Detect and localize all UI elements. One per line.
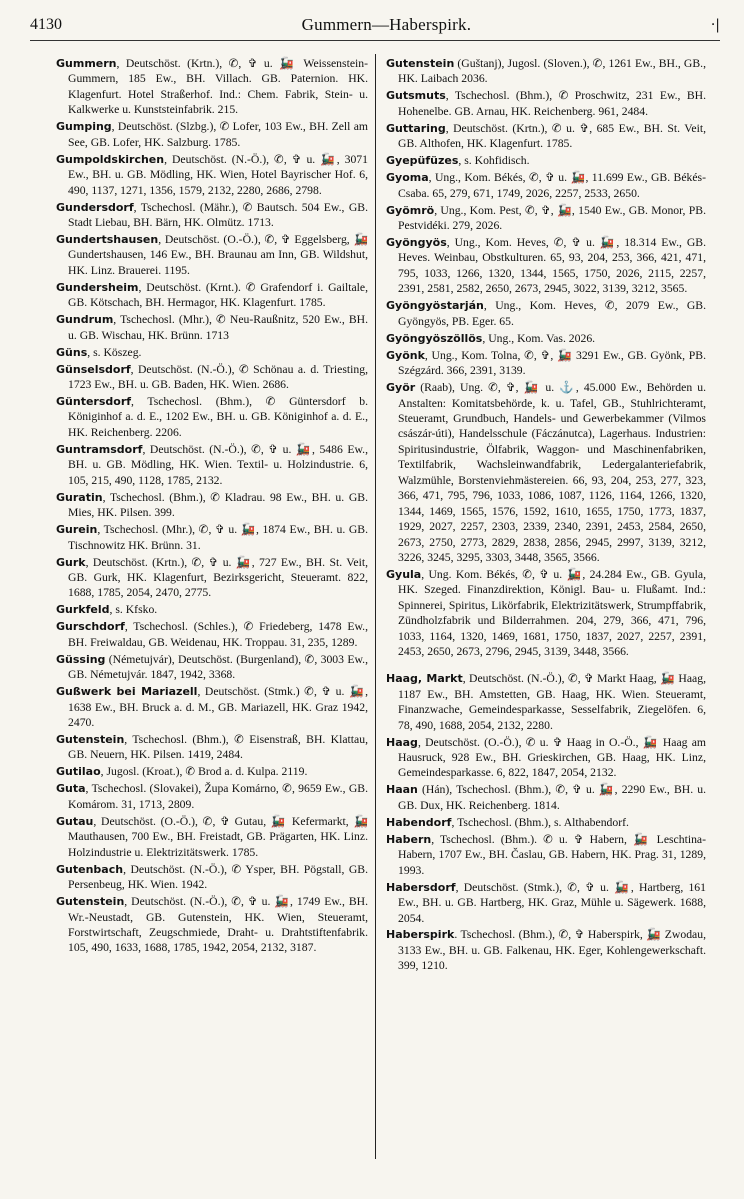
- entry-headword: Gutilao: [56, 765, 101, 779]
- entry-text: , Tschechosl. (Bhm.), s. Althabendorf.: [451, 815, 629, 829]
- gazetteer-entry: [56, 312, 368, 343]
- entry-headword: Gurschdorf: [56, 620, 125, 634]
- entry-text: , Deutschöst. (Krtn.), ✆, ✞ u. 🚂, 727 Ew., BH. St. Veit, GB. Gurk, HK. Klagenfurt, Bezirksgericht, Steueramt. 822, 1688, 1785, 2054, 2470, 2775.: [68, 555, 368, 600]
- gazetteer-entry: [56, 862, 368, 893]
- entry-text: (Németujvár), Deutschöst. (Burgenland), ✆, 3003 Ew., GB. Németujvár. 1847, 1942, 3368.: [68, 652, 368, 682]
- gazetteer-entry: [386, 735, 706, 781]
- gazetteer-entry: [56, 119, 368, 150]
- entry-headword: Gundrum: [56, 313, 114, 327]
- entry-text: , Tschechosl. (Mhr.), ✆ Neu-Raußnitz, 520 Ew., BH. u. GB. Wischau, HK. Brünn. 1713: [68, 313, 368, 342]
- entry-text: , Deutschöst. (Krtn.), ✆ u. ✞, 685 Ew., BH. St. Veit, GB. Althofen, HK. Klagenfurt. 1785.: [398, 121, 706, 151]
- entry-text: , Deutschöst. (O.-Ö.), ✆, ✞ Eggelsberg, 🚂 Gundertshausen, 146 Ew., BH. Braunau am Inn, GB. Wildshut, HK. Linz. Brauerei. 1195.: [68, 232, 368, 277]
- entry-headword: Gyepüfüzes: [386, 154, 459, 168]
- entry-text: , Tschechosl. (Schles.), ✆ Friedeberg, 1478 Ew., BH. Freiwaldau, GB. Weidenau, HK. Troppau. 31, 235, 1289.: [68, 620, 368, 649]
- entry-headword: Gutenbach: [56, 862, 124, 876]
- gazetteer-entry: [386, 88, 706, 119]
- gazetteer-entry: [56, 490, 368, 521]
- entry-headword: Habendorf: [386, 815, 452, 829]
- entry-headword: Gußwerk bei Mariazell: [56, 685, 198, 699]
- entry-headword: Gyöngyös: [386, 235, 447, 249]
- entry-headword: Guntramsdorf: [56, 442, 143, 456]
- entry-text: , Ung., Kom. Heves, ✆, 2079 Ew., GB. Gyöngyös, PB. Eger. 65.: [398, 299, 706, 328]
- entry-headword: Haan: [386, 783, 418, 797]
- entry-text: , Ung., Kom. Tolna, ✆, ✞, 🚂 3291 Ew., GB. Gyönk, PB. Szégzárd. 366, 2391, 3139.: [398, 348, 706, 378]
- gazetteer-entry: [56, 619, 368, 650]
- entry-text: , Tschechosl. (Bhm.), ✆ Eisenstraß, BH. Klattau, GB. Neuern, HK. Pilsen. 1419, 2484.: [68, 733, 368, 762]
- page-header: [30, 10, 720, 41]
- entry-text: , Deutschöst. (Krnt.). ✆ Grafendorf i. Gailtale, GB. Kötschach, BH. Hermagor, HK. Klagenfurt. 1785.: [68, 280, 368, 310]
- entry-text: , Ung., Kom. Heves, ✆, ✞ u. 🚂, 18.314 Ew., GB. Heves. Weinbau, Obstkulturen. 65, 93, 204, 253, 366, 421, 471, 795, 1033, 1266, 1320, 1344, 1565, 1750, 2026, 2115, 2257, 2391, 2581, 2582, 2650, 2673, 2945, 3022, 3139, 3212, 3565.: [398, 235, 706, 296]
- entry-text: , Deutschöst. (O.-Ö.), ✆ u. ✞ Haag in O.-Ö., 🚂 Haag am Hausruck, 928 Ew., BH. Grieskirchen, GB. Haag, HK. Linz, Gemeindesparkasse. 6, 822, 1847, 2054, 2132.: [398, 735, 706, 780]
- entry-headword: Gyömrö: [386, 203, 435, 217]
- entry-text: , Deutschöst. (N.-Ö.), ✆ Schönau a. d. Triesting, 1723 Ew., BH. u. GB. Baden, HK. Wien. 2686.: [68, 362, 368, 392]
- gazetteer-entry: [386, 927, 706, 973]
- gazetteer-entry: [56, 394, 368, 440]
- gazetteer-entry: [386, 832, 706, 878]
- entry-headword: Györ: [386, 381, 416, 395]
- gazetteer-entry: [56, 56, 368, 118]
- entry-headword: Gyula: [386, 568, 422, 581]
- entry-text: , Ung. Kom. Békés, ✆, ✞ u. 🚂, 24.284 Ew., GB. Gyula, HK. Szeged. Finanzdirektion, Königl. Bau- u. Flußamt. Ind.: Spinnerei, Spiritus, Likörfabrik, Elektrizitätswerk, Strumpffabrik, Zündholzfabrik und Bilderrahmen. 204, 279, 366, 471, 796, 1033, 1164, 1320, 1469, 1681, 1750, 1837, 2027, 2257, 2391, 2453, 2650, 2673, 2796, 2945, 3139, 3448, 3566.: [398, 568, 706, 659]
- gazetteer-entry: [56, 781, 368, 812]
- gazetteer-entry: [386, 56, 706, 87]
- page-number: 4130: [30, 16, 62, 33]
- gazetteer-entry: [386, 235, 706, 297]
- entry-headword: Guratin: [56, 490, 103, 504]
- entry-text: , Tschechosl. (Slovakei), Župa Komárno, ✆, 9659 Ew., GB. Komárom. 31, 1713, 2809.: [68, 782, 368, 811]
- gazetteer-entry: [386, 170, 706, 201]
- entry-text: (Hán), Tschechosl. (Bhm.), ✆, ✞ u. 🚂, 2290 Ew., BH. u. GB. Dux, HK. Reichenberg. 1814.: [398, 783, 706, 812]
- gazetteer-entry: [386, 782, 706, 813]
- entry-headword: Haag: [386, 735, 418, 749]
- gazetteer-entry: [386, 331, 706, 346]
- gazetteer-entry: [386, 815, 706, 830]
- entry-headword: Güssing: [56, 652, 106, 666]
- entry-text: (Raab), Ung. ✆, ✞, 🚂 u. ⚓, 45.000 Ew., Behörden u. Anstalten: Komitatsbehörde, k. u. Tafel, GB., Stuhlrichteramt, Steueramt, Grundbuch, Handels- und Gewerbekammer (Vilmos császár-úti), Handelsschule (Fáczánutca), Lagerhaus. Industrien: Spiritusindustrie, Ölfabrik, Waggon- und Maschinenfabriken, Textilfabrik, Wachsleinwandfabrik, Ledergalanteriefabrik, Walzmühle, Borstenviehmästereien. 66, 93, 204, 253, 277, 323, 366, 471, 795, 796, 1033, 1086, 1087, 1126, 1164, 1266, 1320, 1344, 1469, 1565, 1576, 1592, 1610, 1655, 1750, 1773, 1837, 1929, 2027, 2257, 2303, 2339, 2340, 2391, 2453, 2584, 2650, 2673, 2750, 2773, 2829, 2838, 2856, 2945, 2997, 3139, 3212, 3226, 3245, 3295, 3303, 3448, 3565, 3566.: [398, 381, 706, 565]
- gazetteer-entry: [56, 522, 368, 553]
- gazetteer-entry: [386, 153, 706, 168]
- entry-text: , Deutschöst. (N.-Ö.), ✆, ✞ u. 🚂, 5486 Ew., BH. u. GB. Mödling, HK. Wien. Textil- u. Holzindustrie. 6, 105, 215, 490, 1128, 1785, 2132.: [68, 442, 368, 487]
- gazetteer-entry: [56, 200, 368, 231]
- section-gap: [386, 661, 706, 671]
- gazetteer-entry: [56, 814, 368, 860]
- entry-headword: Gundertshausen: [56, 232, 159, 246]
- entry-text: , s. Kohfidisch.: [458, 154, 530, 168]
- entry-headword: Gundersdorf: [56, 200, 134, 214]
- entry-headword: Gurk: [56, 555, 86, 569]
- entry-headword: Guttaring: [386, 121, 446, 135]
- gazetteer-entry: [56, 280, 368, 311]
- entry-headword: Gyoma: [386, 171, 429, 185]
- entry-headword: Haag, Markt: [386, 672, 463, 686]
- header-mark: ·|: [710, 17, 720, 33]
- entry-headword: Gumpoldskirchen: [56, 152, 165, 166]
- entry-text: , Tschechosl. (Bhm.). ✆ u. ✞ Habern, 🚂 Leschtina-Habern, 1707 Ew., BH. Časlau, GB. Habern, HK. Prag. 31, 1289, 1993.: [398, 832, 706, 877]
- gazetteer-entry: [386, 348, 706, 379]
- entry-text: , Ung., Kom. Vas. 2026.: [482, 331, 596, 345]
- entry-text: , Deutschöst. (O.-Ö.), ✆, ✞ Gutau, 🚂 Kefermarkt, 🚂 Mauthausen, 700 Ew., BH. Freistadt, GB. Prägarten, HK. Linz. Holzindustrie u. Elektrizitätswerk. 1785.: [68, 814, 368, 859]
- gazetteer-entry: [386, 380, 706, 565]
- gazetteer-entry: [56, 894, 368, 956]
- left-column: [56, 56, 368, 1169]
- entry-headword: Gundersheim: [56, 280, 139, 294]
- gazetteer-entry: [56, 555, 368, 601]
- entry-text: , Jugosl. (Kroat.), ✆ Brod a. d. Kulpa. 2119.: [100, 765, 308, 779]
- gazetteer-entry: [56, 684, 368, 730]
- entry-text: , Deutschöst. (N.-Ö.), ✆, ✞ u. 🚂, 3071 Ew., BH. u. GB. Mödling, HK. Wien, Hotel Bayrischer Hof. 6, 490, 1137, 1271, 1356, 1579, 2132, 2280, 2686, 2798.: [68, 152, 368, 197]
- entry-headword: Haberspirk: [386, 928, 455, 942]
- gazetteer-entry: [56, 732, 368, 763]
- entry-text: , Tschechosl. (Mhr.), ✆, ✞ u. 🚂, 1874 Ew., BH. u. GB. Tischnowitz HK. Brünn. 31.: [68, 523, 368, 552]
- entry-headword: Günselsdorf: [56, 362, 131, 376]
- entry-text: , Deutschöst. (Krtn.), ✆, ✞ u. 🚂 Weissenstein-Gummern, 185 Ew., BH. Villach. GB. Paternion. HK. Klagenfurt. Hotel Straßerhof. Ind.: Chem. Fabrik, Stein- u. Kalkwerke u. Kunststeinfabrik. 215.: [68, 57, 368, 117]
- entry-text: , Ung., Kom. Békés, ✆, ✞ u. 🚂, 11.699 Ew., GB. Békés-Csaba. 65, 279, 671, 1749, 2026, 2257, 2533, 2650.: [398, 171, 706, 200]
- gazetteer-entry: [386, 203, 706, 234]
- column-divider: [375, 54, 376, 1159]
- entry-text: , Deutschöst. (Stmk.) ✆, ✞ u. 🚂, 1638 Ew., BH. Bruck a. d. M., GB. Mariazell, HK. Graz 1942, 2470.: [68, 685, 368, 730]
- entry-headword: Gyönk: [386, 348, 425, 362]
- entry-text: , Tschechosl. (Bhm.), ✆ Kladrau. 98 Ew., BH. u. GB. Mies, HK. Pilsen. 399.: [68, 490, 368, 520]
- gazetteer-entry: [56, 602, 368, 617]
- entry-text: , s. Köszeg.: [87, 345, 142, 359]
- entry-text: , Tschechosl. (Bhm.), ✆ Proschwitz, 231 Ew., BH. Hohenelbe. GB. Arnau, HK. Reichenberg. 961, 2484.: [398, 89, 706, 118]
- gazetteer-entry: [386, 567, 706, 660]
- entry-headword: Gutenstein: [386, 57, 455, 70]
- gazetteer-entry: [56, 232, 368, 278]
- entry-text: , Ung., Kom. Pest, ✆, ✞, 🚂, 1540 Ew., GB. Monor, PB. Pestvidéki. 279, 2026.: [398, 203, 706, 233]
- entry-headword: Guta: [56, 782, 86, 796]
- gazetteer-entry: [56, 764, 368, 779]
- gazetteer-entry: [386, 880, 706, 926]
- entry-text: , Deutschöst. (N.-Ö.), ✆, ✞ u. 🚂, 1749 Ew., BH. Wr.-Neustadt, GB. Gutenstein, HK. Wien, Steueramt, Forstwirtschaft, Zeugschmiede, Draht- u. Drahtstiftenfabrik. 105, 490, 1633, 1688, 1785, 1942, 2054, 2132, 3187.: [68, 895, 368, 955]
- entry-headword: Gummern: [56, 57, 117, 70]
- gazetteer-entry: [56, 345, 368, 360]
- gazetteer-entry: [56, 152, 368, 198]
- entry-text: , Deutschöst. (Stmk.), ✆, ✞ u. 🚂, Hartberg, 161 Ew., BH. u. GB. Hartberg, HK. Graz, Mühle u. Sägewerk. 1688, 2054.: [398, 880, 706, 925]
- entry-text: , Deutschöst. (N.-Ö.), ✆, ✞ Markt Haag, 🚂 Haag, 1187 Ew., BH. Amstetten, GB. Haag, HK. Wien. Steueramt, Finanzwache, Gemeindesparkasse, Sesselfabrik, Ziegelöfen. 6, 78, 490, 1688, 2054, 2132, 2280.: [398, 672, 706, 732]
- entry-headword: Gurkfeld: [56, 603, 110, 617]
- entry-headword: Gutenstein: [56, 895, 125, 909]
- entry-headword: Gumping: [56, 120, 112, 134]
- gazetteer-entry: [386, 671, 706, 733]
- entry-text: , Tschechosl. (Bhm.), ✆ Güntersdorf b. Königinhof a. d. E., 1202 Ew., BH. u. GB. Königinhof a. d. E., HK. Reichenberg. 2206.: [68, 395, 368, 439]
- gazetteer-entry: [56, 362, 368, 393]
- gazetteer-entry: [386, 298, 706, 329]
- gazetteer-entry: [56, 652, 368, 683]
- right-column: [386, 56, 706, 1169]
- entry-headword: Gyöngyöstarján: [386, 299, 484, 313]
- entry-headword: Gutau: [56, 814, 94, 828]
- entry-text: , Deutschöst. (Slzbg.), ✆ Lofer, 103 Ew., BH. Zell am See, GB. Lofer, HK. Salzburg. 1785.: [68, 120, 368, 149]
- running-title: Gummern—Haberspirk.: [301, 15, 472, 34]
- entry-headword: Güntersdorf: [56, 395, 132, 409]
- entry-headword: Gutenstein: [56, 733, 125, 747]
- entry-headword: Gurein: [56, 523, 98, 537]
- entry-headword: Gutsmuts: [386, 89, 446, 103]
- entry-text: , Tschechosl. (Mähr.), ✆ Bautsch. 504 Ew., GB. Stadt Liebau, BH. Bärn, HK. Olmütz. 1713.: [68, 200, 368, 230]
- entry-headword: Habersdorf: [386, 880, 456, 894]
- entry-text: , Deutschöst. (N.-Ö.), ✆ Ysper, BH. Pögstall, GB. Persenbeug, HK. Wien. 1942.: [68, 862, 368, 892]
- entry-text: (Guštanj), Jugosl. (Sloven.), ✆, 1261 Ew., BH., GB., HK. Laibach 2036.: [398, 57, 706, 86]
- entry-headword: Gyöngyöszöllös: [386, 331, 483, 345]
- gazetteer-entry: [386, 121, 706, 152]
- entry-text: . Tschechosl. (Bhm.), ✆, ✞ Haberspirk, 🚂 Zwodau, 3133 Ew., BH. u. GB. Falkenau, HK. Eger, Kohlengewerkschaft. 399, 1210.: [398, 928, 706, 973]
- entry-headword: Güns: [56, 345, 88, 359]
- gazetteer-entry: [56, 442, 368, 488]
- entry-text: , s. Kfsko.: [109, 603, 158, 617]
- entry-headword: Habern: [386, 832, 432, 846]
